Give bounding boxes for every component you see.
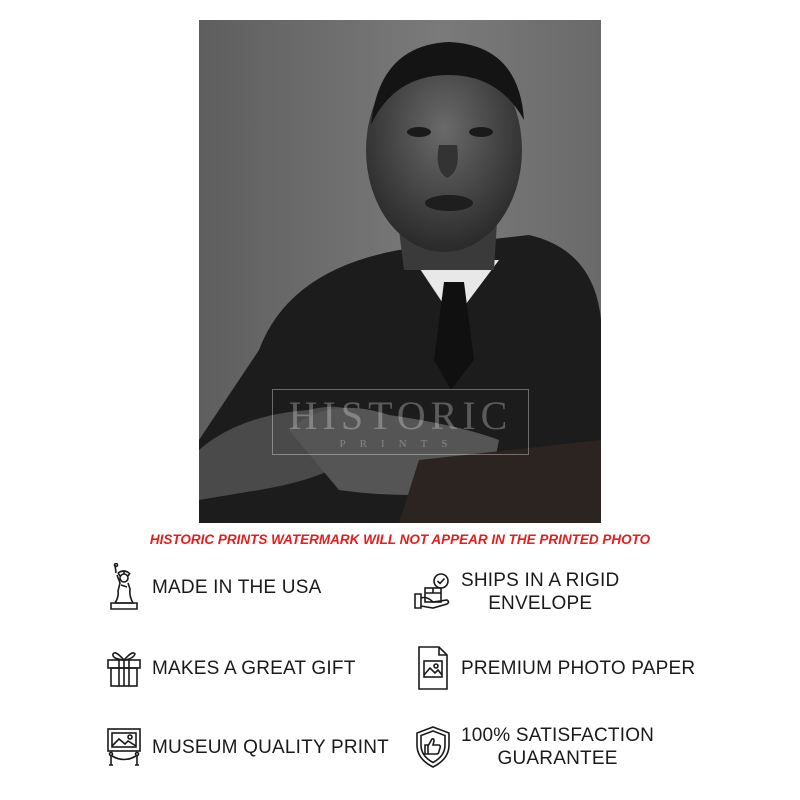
thumbs-up-shield-icon (413, 724, 453, 770)
feature-label (461, 724, 654, 770)
watermark-notice: HISTORIC PRINTS WATERMARK WILL NOT APPEAR IN THE PRINTED PHOTO (149, 532, 651, 547)
watermark (272, 389, 529, 455)
feature-label: MAKES A GREAT GIFT (152, 657, 356, 679)
statue-of-liberty-icon (104, 564, 144, 610)
feature-label: MADE IN THE USA (152, 576, 322, 598)
gift-icon (104, 645, 144, 691)
feature-premium-photo-paper (413, 645, 695, 691)
feature-label-line2: ENVELOPE (488, 593, 593, 614)
feature-label (461, 569, 619, 615)
shipping-box-icon (413, 569, 453, 615)
museum-frame-icon (104, 724, 144, 770)
feature-label-line1: 100% SATISFACTION (461, 725, 655, 746)
feature-label: PREMIUM PHOTO PAPER (461, 657, 696, 679)
feature-ships-rigid-envelope (413, 569, 619, 615)
feature-great-gift (104, 645, 356, 691)
watermark-subtitle: PRINTS (339, 438, 462, 450)
feature-label: MUSEUM QUALITY PRINT (152, 736, 389, 758)
feature-satisfaction-guarantee (413, 724, 654, 770)
feature-label-line2: GUARANTEE (497, 748, 618, 769)
feature-museum-quality (104, 724, 389, 770)
feature-label-line1: SHIPS IN A RIGID (461, 570, 620, 591)
feature-made-in-usa (104, 564, 321, 610)
photo-paper-icon (413, 645, 453, 691)
watermark-title: HISTORIC (288, 393, 513, 438)
portrait-photo (199, 20, 601, 523)
